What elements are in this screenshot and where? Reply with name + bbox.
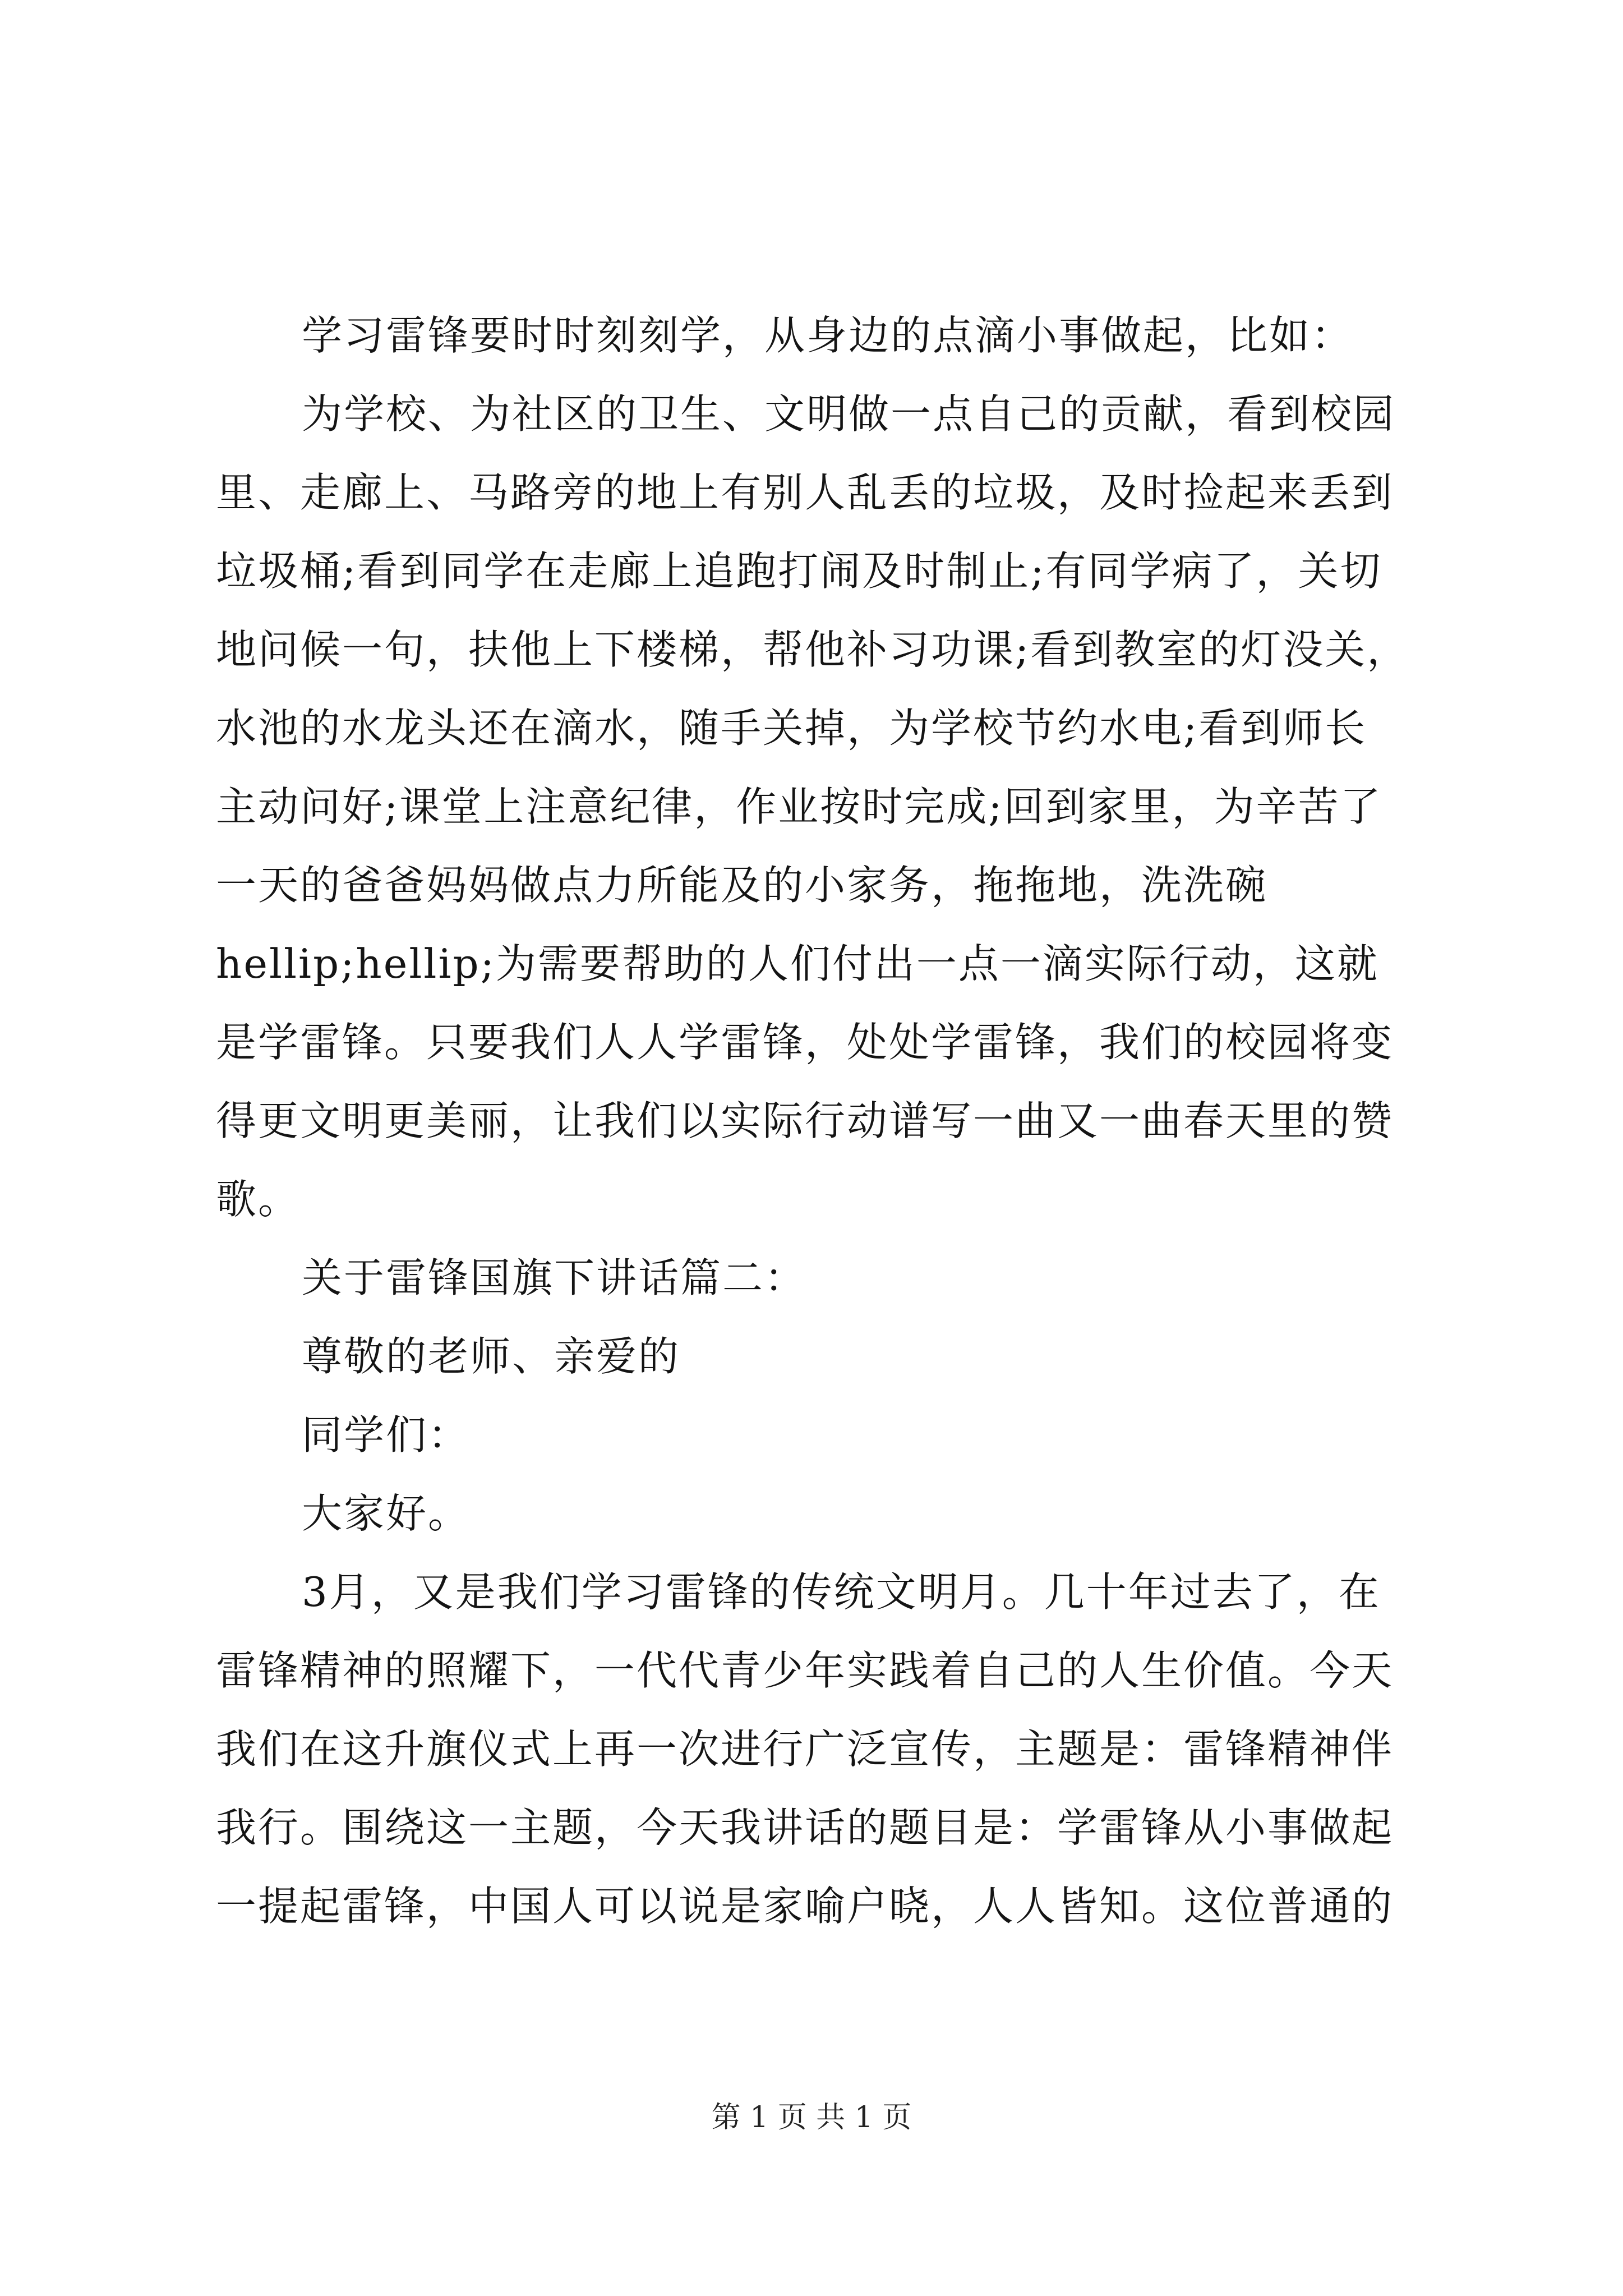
salutation-line: 同学们： <box>302 1411 471 1458</box>
paragraph-line: 地问候一句，扶他上下楼梯，帮他补习功课;看到教室的灯没关， <box>216 626 1409 673</box>
paragraph-line: 主动问好;课堂上注意纪律，作业按时完成;回到家里，为辛苦了 <box>216 783 1382 830</box>
paragraph-line: 垃圾桶;看到同学在走廊上追跑打闹及时制止;有同学病了，关切 <box>216 547 1382 595</box>
paragraph-line: 一提起雷锋，中国人可以说是家喻户晓，人人皆知。这位普通的 <box>216 1883 1394 1930</box>
paragraph-line: 3月，又是我们学习雷锋的传统文明月。几十年过去了，在 <box>302 1568 1381 1616</box>
paragraph-line: 我们在这升旗仪式上再一次进行广泛宣传，主题是：雷锋精神伴 <box>216 1726 1394 1773</box>
paragraph-line: 得更文明更美丽，让我们以实际行动谱写一曲又一曲春天里的赞 <box>216 1097 1394 1144</box>
paragraph-line: 为学校、为社区的卫生、文明做一点自己的贡献，看到校园 <box>302 390 1396 438</box>
salutation-line: 尊敬的老师、亲爱的 <box>302 1333 681 1380</box>
paragraph-line: 学习雷锋要时时刻刻学，从身边的点滴小事做起，比如： <box>302 312 1354 359</box>
paragraph-line: 一天的爸爸妈妈做点力所能及的小家务，拖拖地，洗洗碗 <box>216 862 1268 909</box>
paragraph-line: 里、走廊上、马路旁的地上有别人乱丢的垃圾，及时捡起来丢到 <box>216 469 1394 516</box>
paragraph-line: 我行。围绕这一主题，今天我讲话的题目是：学雷锋从小事做起 <box>216 1804 1394 1851</box>
paragraph-line: hellip;hellip;为需要帮助的人们付出一点一滴实际行动，这就 <box>216 940 1379 987</box>
section-heading: 关于雷锋国旗下讲话篇二： <box>302 1254 807 1301</box>
greeting-line: 大家好。 <box>302 1490 471 1537</box>
paragraph-line: 歌。 <box>216 1176 301 1223</box>
paragraph-line: 雷锋精神的照耀下，一代代青少年实践着自己的人生价值。今天 <box>216 1647 1394 1694</box>
paragraph-line: 水池的水龙头还在滴水，随手关掉，为学校节约水电;看到师长 <box>216 705 1367 752</box>
paragraph-line: 是学雷锋。只要我们人人学雷锋，处处学雷锋，我们的校园将变 <box>216 1019 1394 1066</box>
page-number-footer: 第 1 页 共 1 页 <box>711 2101 912 2134</box>
